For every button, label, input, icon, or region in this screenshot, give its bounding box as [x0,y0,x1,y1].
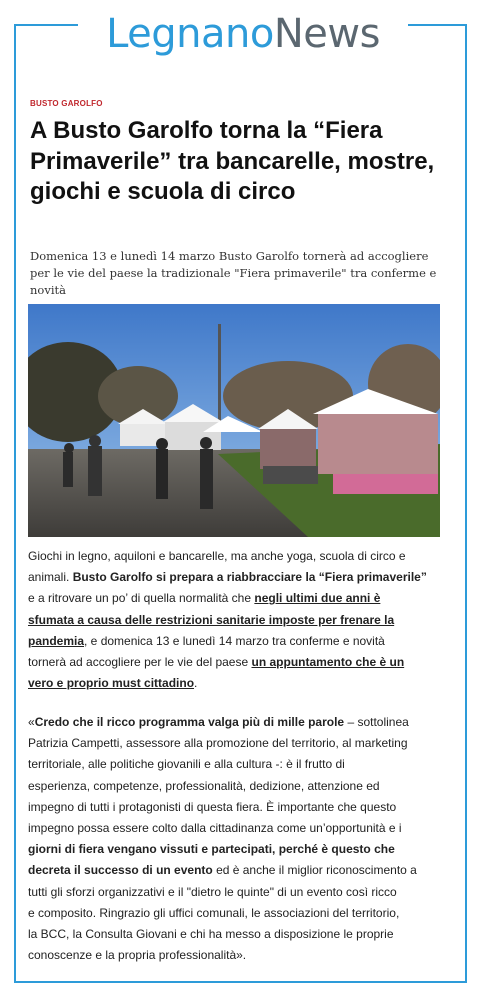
text-run: tornerà ad accogliere per le vie del paese [28,654,252,669]
paragraph-line [28,797,468,818]
text-run: vero e proprio must cittadino [28,676,195,691]
text-run: Patrizia Campetti, assessore alla promozione del territorio, al marketing [28,736,408,751]
logo-news: News [273,11,380,57]
paragraph-line [28,818,468,839]
text-run: la BCC, la Consulta Giovani e chi ha messo a disposizione le proprie [28,926,394,941]
article-paragraph-1 [28,546,468,694]
paragraph-line [28,839,468,860]
paragraph-line [28,860,468,881]
text-run: un appuntamento che è un [251,654,405,669]
article-paragraph-2 [28,712,468,966]
text-run: « [28,715,35,729]
text-run: tutti gli sforzi organizzativi e il "dietro le quinte" di un evento così ricco [28,884,397,899]
text-run: Giochi in legno, aquiloni e bancarelle, ma anche yoga, scuola di circo e [28,549,406,563]
paragraph-line [28,712,468,733]
paragraph-line [28,945,468,966]
article-photo [28,304,440,537]
logo-legnano: Legnano [106,11,274,57]
text-run: conoscenze e la propria professionalità». [28,948,247,963]
text-run: Credo che il ricco programma valga più di mille parole [34,715,345,729]
article-title: A Busto Garolfo torna la “Fiera Primaverile” tra bancarelle, mostre, giochi e scuola di circo [30,117,435,205]
paragraph-line [28,567,468,588]
site-logo[interactable] [78,8,408,60]
article-summary: Domenica 13 e lunedì 14 marzo Busto Garolfo tornerà ad accogliere per le vie del paese la tradizionale "Fiera primaverile" tra conferme e novità [30,249,437,297]
text-run: , e domenica 13 e lunedì 14 marzo tra conferme e novità [84,633,385,648]
category-label[interactable]: BUSTO GAROLFO [30,99,103,108]
text-run: impegno possa essere colto dalla cittadinanza come un’opportunità e i [28,820,402,835]
text-run: esperienza, competenze, professionalità, dedizione, attenzione ed [28,778,380,793]
text-run: decreta il successo di un evento [28,863,213,878]
market-stalls-image [28,304,440,537]
text-run: . [194,676,198,691]
text-run: e composito. Ringrazio gli uffici comunali, le associazioni del territorio, [28,905,400,920]
paragraph-line [28,733,468,754]
paragraph-line [28,924,468,945]
text-run: impegno di tutti i protagonisti di questa fiera. È importante che questo [28,799,397,814]
text-run: negli ultimi due anni è [254,591,381,606]
text-run: territoriale, alle politiche giovanili e alla cultura -: è il frutto di [28,757,345,772]
paragraph-line [28,882,468,903]
text-run: ed è anche il miglior riconoscimento a [212,863,417,878]
paragraph-line [28,546,468,567]
text-run: pandemia [28,633,85,648]
text-run: sfumata a causa delle restrizioni sanitarie imposte per frenare la [28,612,395,627]
paragraph-line [28,673,468,694]
text-run: animali. [28,570,73,585]
paragraph-line [28,588,468,609]
paragraph-line [28,754,468,775]
paragraph-line [28,610,468,631]
paragraph-line [28,652,468,673]
text-run: Busto Garolfo si prepara a riabbracciare la “Fiera primaverile” [72,570,427,585]
paragraph-line [28,776,468,797]
text-run: – sottolinea [344,715,409,729]
text-run: e a ritrovare un po’ di quella normalità che [28,591,255,606]
paragraph-line [28,631,468,652]
text-run: giorni di fiera vengano vissuti e partecipati, perché è questo che [28,842,395,857]
paragraph-line [28,903,468,924]
